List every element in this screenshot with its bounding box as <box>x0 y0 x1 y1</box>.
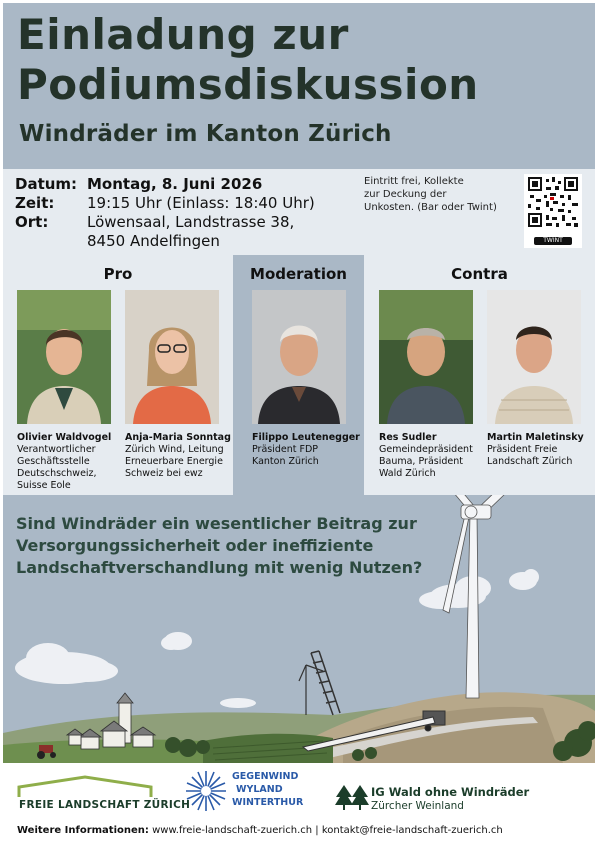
entry-line: Eintritt frei, Kollekte <box>364 176 464 187</box>
speaker-role: Wald Zürich <box>379 468 436 479</box>
time-value: 19:15 Uhr (Einlass: 18:40 Uhr) <box>87 194 315 212</box>
speaker-role: Geschäftsstelle <box>17 456 90 467</box>
speaker-role: Kanton Zürich <box>252 456 319 467</box>
place-label: Ort: <box>15 213 49 231</box>
speaker-role: Landschaft Zürich <box>487 456 573 467</box>
speaker-role: Erneuerbare Energie <box>125 456 223 467</box>
speaker-photo <box>17 290 111 424</box>
speaker-role: Zürich Wind, Leitung <box>125 444 224 455</box>
place-line-1: Löwensaal, Landstrasse 38, <box>87 213 295 231</box>
speaker-name: Martin Maletinsky <box>487 432 584 443</box>
title-line-2: Podiumsdiskussion <box>17 60 479 109</box>
speaker-photo <box>252 290 346 424</box>
speaker-photo <box>487 290 581 424</box>
poster-frame <box>3 3 595 842</box>
logo-text: FREIE LANDSCHAFT ZÜRICH <box>19 799 191 811</box>
portrait-icon <box>487 290 581 424</box>
speaker-name: Filippo Leutenegger <box>252 432 360 443</box>
twint-badge: TWINT <box>534 237 572 245</box>
logo-text: IG Wald ohne Windräder <box>371 785 530 799</box>
time-label: Zeit: <box>15 194 55 212</box>
gegenwind-logo <box>184 769 324 819</box>
portrait-icon <box>379 290 473 424</box>
date-label: Datum: <box>15 175 78 193</box>
more-info-label: Weitere Informationen: <box>17 825 149 836</box>
speaker-name: Anja-Maria Sonntag <box>125 432 231 443</box>
moderation-heading: Moderation <box>250 265 347 283</box>
ig-wald-logo <box>335 783 535 813</box>
discussion-question <box>16 513 466 579</box>
speaker-caption <box>17 432 125 492</box>
speaker-role: Bauma, Präsident <box>379 456 463 467</box>
speaker-name: Res Sudler <box>379 432 437 443</box>
entry-line: Unkosten. (Bar oder Twint) <box>364 202 497 213</box>
subtitle: Windräder im Kanton Zürich <box>19 121 392 147</box>
footer <box>3 763 595 842</box>
speaker-name: Olivier Waldvogel <box>17 432 112 443</box>
twint-qr-code[interactable] <box>524 174 582 248</box>
pro-heading: Pro <box>103 265 133 283</box>
speaker-caption <box>125 432 233 480</box>
speaker-role: Deutschschweiz, <box>17 468 97 479</box>
speaker-role: Schweiz bei ewz <box>125 468 203 479</box>
more-info-line <box>17 825 503 836</box>
more-info-links[interactable]: www.freie-landschaft-zuerich.ch | kontakt@freie-landschaft-zuerich.ch <box>148 825 503 836</box>
portrait-icon <box>252 290 346 424</box>
portrait-icon <box>125 290 219 424</box>
freie-landschaft-logo <box>15 769 191 813</box>
speaker-role: Präsident FDP <box>252 444 319 455</box>
place-line-2: 8450 Andelfingen <box>87 232 220 250</box>
question-line: Versorgungssicherheit oder ineffiziente <box>16 536 374 555</box>
trees-logo-icon <box>335 783 369 811</box>
title-line-1: Einladung zur <box>17 10 349 59</box>
question-line: Landschaftverschandlung mit wenig Nutzen? <box>16 558 423 577</box>
logo-text: WYLAND <box>236 784 283 795</box>
speaker-role: Verantwortlicher <box>17 444 96 455</box>
speaker-caption <box>379 432 487 480</box>
portrait-icon <box>17 290 111 424</box>
entry-note <box>364 175 514 214</box>
logo-text: GEGENWIND <box>232 771 299 782</box>
contra-heading: Contra <box>451 265 508 283</box>
event-info <box>3 169 595 255</box>
speaker-role: Suisse Eole <box>17 480 71 491</box>
speaker-photo <box>379 290 473 424</box>
qr-code-icon <box>528 177 578 235</box>
speaker-role: Präsident Freie <box>487 444 558 455</box>
logo-text: WINTERTHUR <box>232 797 304 808</box>
speaker-caption <box>252 432 360 468</box>
entry-line: zur Deckung der <box>364 189 447 200</box>
hills-logo-icon <box>15 769 155 799</box>
logo-text: Zürcher Weinland <box>371 800 464 812</box>
speaker-role: Gemeindepräsident <box>379 444 473 455</box>
date-value: Montag, 8. Juni 2026 <box>87 175 263 193</box>
speaker-photo <box>125 290 219 424</box>
speaker-caption <box>487 432 595 468</box>
question-line: Sind Windräder ein wesentlicher Beitrag zur <box>16 514 417 533</box>
starburst-logo-icon <box>184 769 228 813</box>
